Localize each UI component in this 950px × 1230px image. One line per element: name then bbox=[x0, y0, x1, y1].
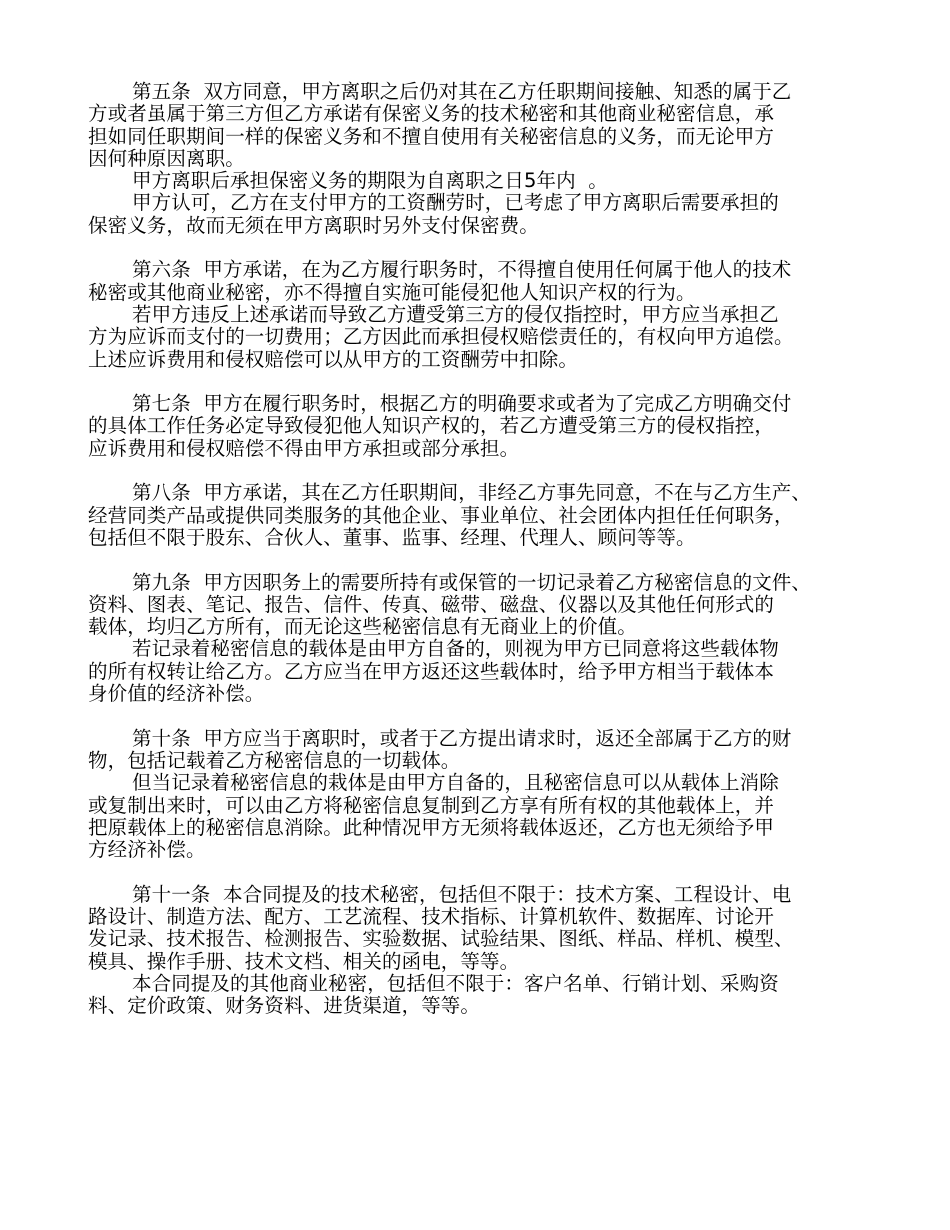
text-line: 方或者虽属于第三方但乙方承诺有保密义务的技术秘密和其他商业秘密信息，承 bbox=[88, 102, 775, 126]
text-line: 第八条 甲方承诺，其在乙方任职期间，非经乙方事先同意，不在与乙方生产、 bbox=[132, 481, 811, 505]
text-line: 第九条 甲方因职务上的需要所持有或保管的一切记录着乙方秘密信息的文件、 bbox=[132, 570, 811, 594]
text-line: 发记录、技术报告、检测报告、实验数据、试验结果、图纸、样品、样机、模型、 bbox=[88, 927, 794, 951]
clause-art11 bbox=[88, 884, 868, 1018]
text-line: 若记录着秘密信息的载体是由甲方自备的，则视为甲方已同意将这些载体物 bbox=[132, 637, 779, 661]
paragraph bbox=[88, 973, 868, 1018]
section-spacer bbox=[88, 549, 868, 571]
paragraph bbox=[88, 393, 868, 460]
text-line: 料、定价政策、财务资料、进货渠道，等等。 bbox=[88, 994, 481, 1018]
paragraph bbox=[88, 170, 868, 192]
paragraph bbox=[88, 772, 868, 861]
text-line: 路设计、制造方法、配方、工艺流程、技术指标、计算机软件、数据库、讨论开 bbox=[88, 904, 775, 928]
section-spacer bbox=[88, 371, 868, 393]
text-line: 第七条 甲方在履行职务时，根据乙方的明确要求或者为了完成乙方明确交付 bbox=[132, 392, 792, 416]
text-line: 但当记录着秘密信息的栽体是由甲方自备的，且秘密信息可以从载体上消除 bbox=[132, 771, 779, 795]
text-line: 经营同类产品或提供同类服务的其他企业、事业单位、社会团体内担任任何职务， bbox=[88, 503, 794, 527]
text-line: 甲方认可，乙方在支付甲方的工资酬劳时，已考虑了甲方离职后需要承担的 bbox=[132, 191, 779, 215]
text-line: 的具体工作任务必定导致侵犯他人知识产权的，若乙方遭受第三方的侵权指控， bbox=[88, 414, 775, 438]
section-spacer bbox=[88, 861, 868, 883]
section-spacer bbox=[88, 237, 868, 259]
text-line: 方为应诉而支付的一切费用；乙方因此而承担侵权赔偿责任的，有权向甲方追偿。 bbox=[88, 325, 794, 349]
clause-art5 bbox=[88, 81, 868, 237]
clause-art6 bbox=[88, 259, 868, 370]
clause-art10 bbox=[88, 728, 868, 862]
contract-page bbox=[88, 81, 868, 1017]
paragraph bbox=[88, 304, 868, 371]
text-line: 载体，均归乙方所有，而无论这些秘密信息有无商业上的价值。 bbox=[88, 615, 637, 639]
paragraph bbox=[88, 259, 868, 304]
text-line: 身价值的经济补偿。 bbox=[88, 682, 265, 706]
text-line: 甲方离职后承担保密义务的期限为自离职之日5年内 。 bbox=[132, 169, 608, 193]
clause-art7 bbox=[88, 393, 868, 460]
section-spacer bbox=[88, 460, 868, 482]
text-line: 若甲方违反上述承诺而导致乙方遭受第三方的侵仅指控时，甲方应当承担乙 bbox=[132, 302, 779, 326]
text-line: 第十条 甲方应当于离职时，或者于乙方提出请求时，返还全部属于乙方的财 bbox=[132, 726, 792, 750]
paragraph bbox=[88, 884, 868, 973]
text-line: 担如同任职期间一样的保密义务和不擅自使用有关秘密信息的义务，而无论甲方 bbox=[88, 124, 775, 148]
text-line: 秘密或其他商业秘密，亦不得擅自实施可能侵犯他人知识产权的行为。 bbox=[88, 280, 696, 304]
text-line: 的所有权转让给乙方。乙方应当在甲方返还这些载体时，给予甲方相当于载体本 bbox=[88, 659, 775, 683]
text-line: 保密义务，故而无须在甲方离职时另外支付保密费。 bbox=[88, 213, 539, 237]
paragraph bbox=[88, 638, 868, 705]
paragraph bbox=[88, 572, 868, 639]
text-line: 第十一条 本合同提及的技术秘密，包括但不限于：技术方案、工程设计、电 bbox=[132, 882, 792, 906]
text-line: 上述应诉费用和侵权赔偿可以从甲方的工资酬劳中扣除。 bbox=[88, 347, 579, 371]
paragraph bbox=[88, 192, 868, 237]
text-line: 物，包括记载着乙方秘密信息的一切载体。 bbox=[88, 748, 461, 772]
text-line: 把原载体上的秘密信息消除。此种情况甲方无须将载体返还，乙方也无须给予甲 bbox=[88, 815, 775, 839]
text-line: 应诉费用和侵权赔偿不得由甲方承担或部分承担。 bbox=[88, 436, 520, 460]
text-line: 或复制出来时，可以由乙方将秘密信息复制到乙方享有所有权的其他载体上，并 bbox=[88, 793, 775, 817]
section-spacer bbox=[88, 705, 868, 727]
paragraph bbox=[88, 728, 868, 773]
text-line: 本合同提及的其他商业秘密，包括但不限于：客户名单、行销计划、采购资 bbox=[132, 971, 779, 995]
text-line: 资料、图表、笔记、报告、信件、传真、磁带、磁盘、仪器以及其他任何形式的 bbox=[88, 592, 775, 616]
text-line: 第六条 甲方承诺，在为乙方履行职务时，不得擅自使用任何属于他人的技术 bbox=[132, 258, 792, 282]
clause-art8 bbox=[88, 482, 868, 549]
text-line: 方经济补偿。 bbox=[88, 838, 206, 862]
text-line: 包括但不限于股东、合伙人、董事、监事、经理、代理人、顾问等等。 bbox=[88, 525, 696, 549]
paragraph bbox=[88, 81, 868, 170]
text-line: 第五条 双方同意，甲方离职之后仍对其在乙方任职期间接触、知悉的属于乙 bbox=[132, 80, 792, 103]
clause-art9 bbox=[88, 572, 868, 706]
text-line: 模具、操作手册、技术文档、相关的函电，等等。 bbox=[88, 949, 520, 973]
text-line: 因何种原因离职。 bbox=[88, 146, 245, 170]
paragraph bbox=[88, 482, 868, 549]
